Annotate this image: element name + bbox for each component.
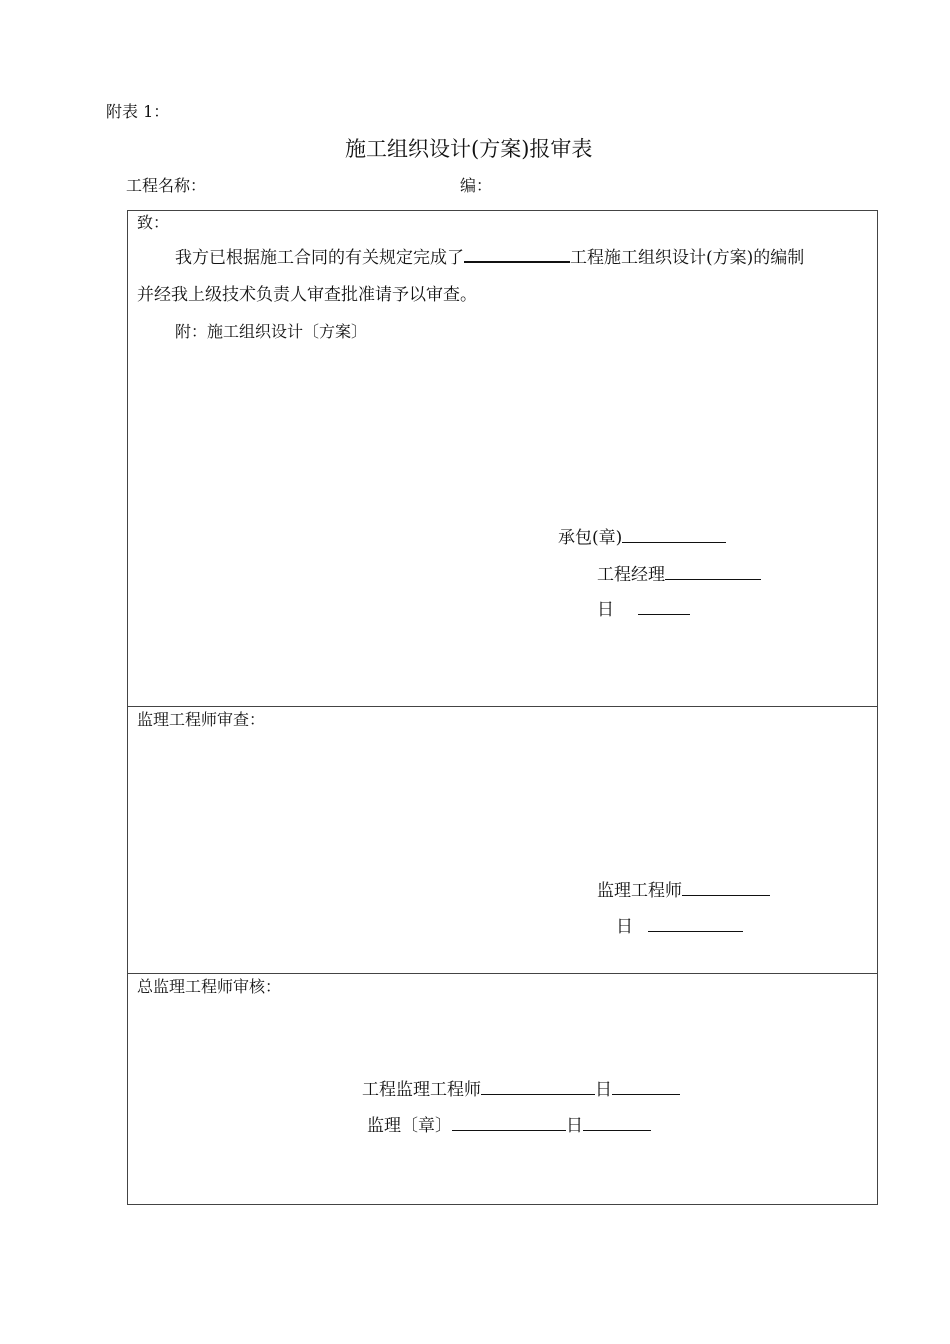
date-label: 日 [616,917,633,937]
contractor-seal-line [558,530,726,547]
date-blank[interactable] [612,1093,680,1095]
date-blank[interactable] [583,1129,651,1131]
project-blank[interactable] [464,260,570,263]
engineer-blank[interactable] [682,894,770,896]
body-line-1-prefix: 我方已根据施工合同的有关规定完成了 [175,248,464,268]
engineer-review-heading: 监理工程师审查： [137,710,266,729]
project-manager-blank[interactable] [665,578,761,580]
date-line-1 [597,602,690,619]
date-blank[interactable] [638,613,690,615]
seal-line [367,1118,651,1135]
chief-engineer-line [362,1082,680,1099]
date-line-2 [616,919,743,936]
project-manager-line [597,567,761,584]
seal-label: 监理〔章〕 [367,1116,452,1136]
seal-blank[interactable] [452,1129,566,1131]
project-manager-label: 工程经理 [597,565,665,585]
chief-engineer-blank[interactable] [481,1093,595,1095]
attachment-label: 附表 1： [106,102,170,121]
body-line-1 [175,250,804,267]
body-line-2: 并经我上级技术负责人审查批准请予以审查。 [137,285,477,305]
engineer-review-section [127,706,878,974]
date-blank[interactable] [648,930,743,932]
project-name-label: 工程名称： [126,176,207,195]
engineer-label: 监理工程师 [597,881,682,901]
date-label: 日 [595,1080,612,1100]
contractor-seal-blank[interactable] [622,541,726,543]
body-line-1-suffix: 工程施工组织设计(方案)的编制 [570,248,805,268]
attachment-line: 附：施工组织设计〔方案〕 [175,322,368,341]
date-label: 日 [566,1116,583,1136]
form-title: 施工组织设计(方案)报审表 [345,137,593,161]
date-label: 日 [597,600,614,620]
to-label: 致： [137,213,170,232]
number-label: 编： [460,176,493,195]
contractor-seal-label: 承包(章) [558,528,623,548]
chief-engineer-label: 工程监理工程师 [362,1080,481,1100]
engineer-line [597,883,770,900]
chief-review-heading: 总监理工程师审核： [137,977,282,996]
